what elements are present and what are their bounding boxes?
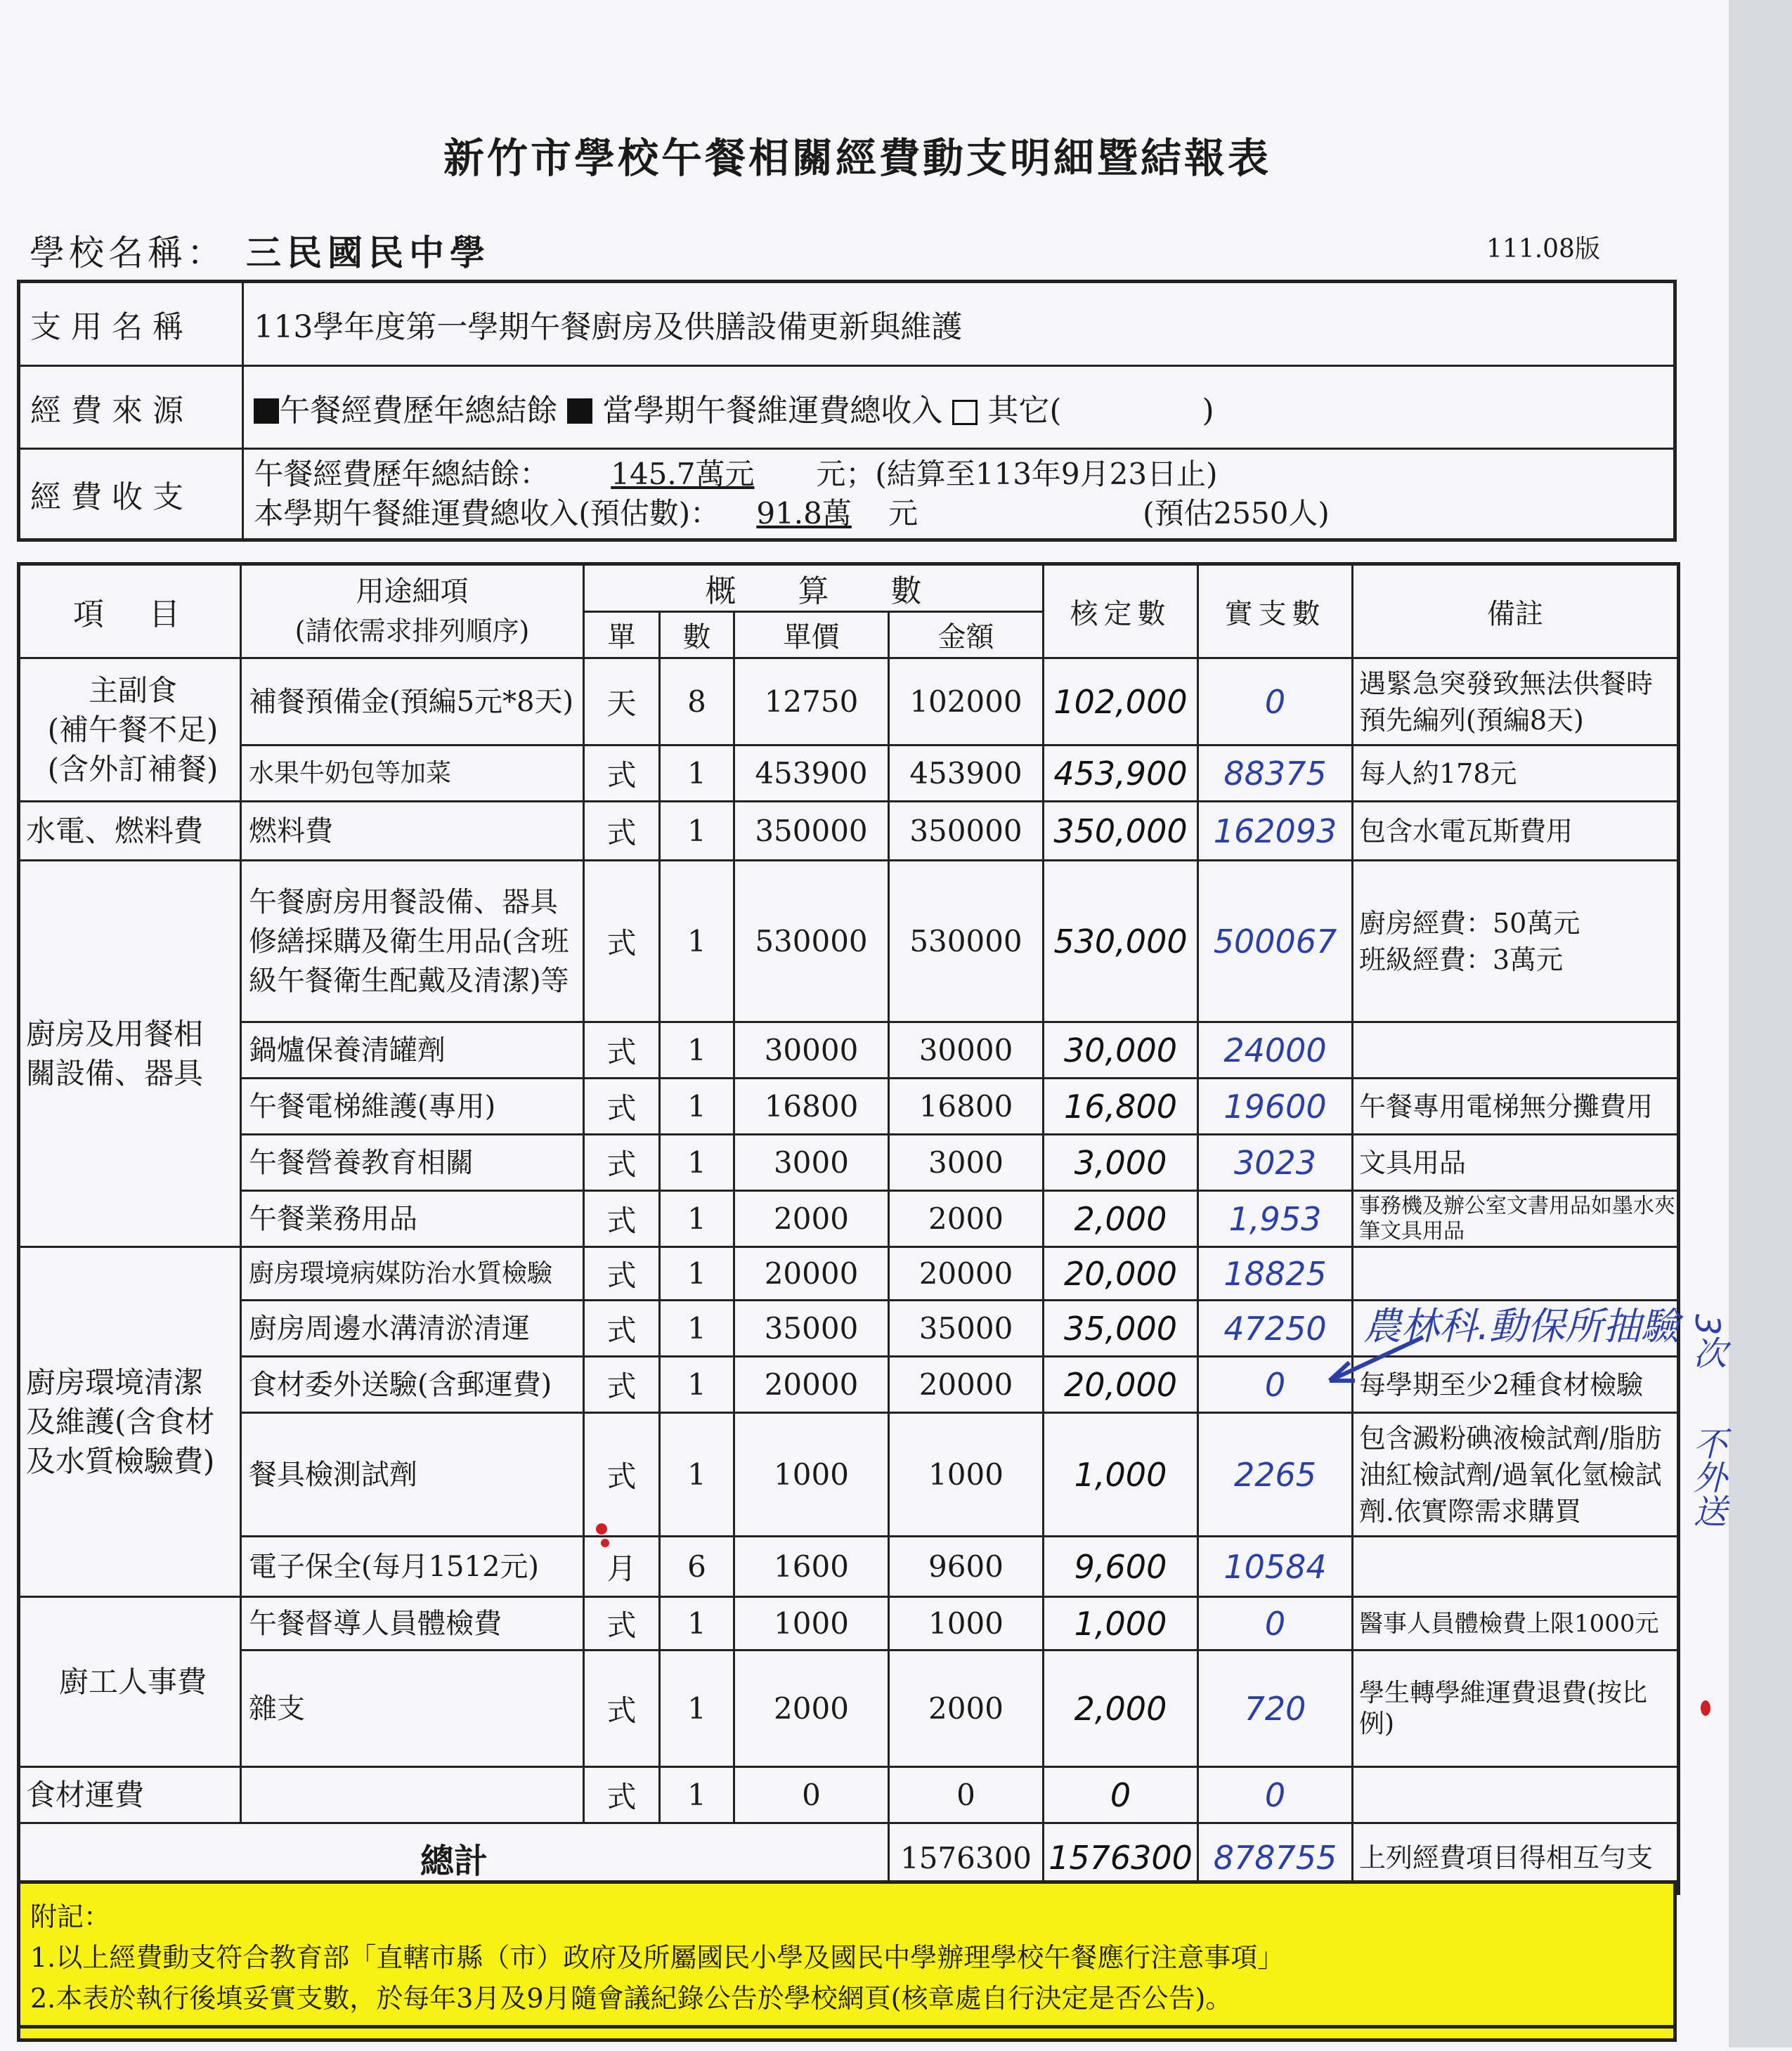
income-line2-post: 元 (888, 496, 918, 530)
header-remark: 備註 (1353, 564, 1679, 658)
row-actual: 0 (1198, 658, 1353, 745)
table-row (19, 1079, 1679, 1135)
arrow-icon (1321, 1331, 1427, 1388)
income-line1-value: 145.7萬元 (611, 457, 755, 491)
category-clean: 廚房環境清潔 及維護(含食材 及水質檢驗費) (19, 1247, 241, 1597)
row-price: 30000 (734, 1022, 889, 1079)
row-remark: 文具用品 (1353, 1135, 1679, 1191)
row-unit: 式 (584, 1413, 660, 1537)
row-approved: 1,000 (1044, 1413, 1198, 1537)
row-qty: 1 (660, 861, 734, 1022)
row-price: 16800 (734, 1079, 889, 1135)
table-row (19, 802, 1679, 861)
header-budget: 概 算 數 (584, 564, 1044, 612)
row-price: 350000 (734, 802, 889, 861)
checkbox-checked (567, 398, 592, 424)
row-detail: 午餐廚房用餐設備、器具修繕採購及衛生用品(含班級午餐衛生配戴及清潔)等 (241, 861, 584, 1022)
row-detail: 午餐電梯維護(專用) (241, 1079, 584, 1135)
row-qty: 1 (660, 802, 734, 861)
row-price: 1600 (734, 1537, 889, 1597)
row-approved: 35,000 (1044, 1301, 1198, 1357)
income-line2-value: 91.8萬 (756, 496, 852, 530)
header-detail-sub: (請依需求排列順序) (294, 616, 530, 646)
income-value (243, 449, 1675, 540)
header-detail-title: 用途細項 (356, 575, 469, 608)
table-row (19, 1597, 1679, 1650)
handwritten-note-line2: 3次 (1687, 1314, 1727, 1369)
row-detail: 燃料費 (241, 802, 584, 861)
table-row (19, 1191, 1679, 1247)
table-row (19, 1247, 1679, 1301)
row-actual: 88375 (1198, 745, 1353, 802)
row-remark: 醫事人員體檢費上限1000元 (1353, 1597, 1679, 1650)
row-price: 1000 (734, 1597, 889, 1650)
row-remark: 每學期至少2種食材檢驗 (1353, 1357, 1679, 1413)
row-remark (1353, 1022, 1679, 1079)
table-row (19, 1413, 1679, 1537)
scan-edge (1729, 0, 1792, 2047)
income-line2-label: 本學期午餐維運費總收入(預估數)： (254, 496, 720, 530)
header-approved: 核定數 (1044, 564, 1198, 658)
row-amount: 9600 (889, 1537, 1044, 1597)
row-price: 0 (734, 1767, 889, 1823)
row-actual: 10584 (1198, 1537, 1353, 1597)
row-actual: 500067 (1198, 861, 1353, 1022)
school-name: 三民國民中學 (246, 232, 491, 273)
row-approved: 9,600 (1044, 1537, 1198, 1597)
row-detail: 廚房周邊水溝清淤清運 (241, 1301, 584, 1357)
table-row (19, 1767, 1679, 1823)
row-price: 20000 (734, 1247, 889, 1301)
row-unit: 式 (584, 1357, 660, 1413)
row-actual: 3023 (1198, 1135, 1353, 1191)
source-options (243, 366, 1675, 449)
table-row (19, 1357, 1679, 1413)
table-row (19, 1135, 1679, 1191)
row-unit: 式 (584, 1767, 660, 1823)
header-actual: 實支數 (1198, 564, 1353, 658)
row-remark: 包含澱粉碘液檢試劑/脂肪油紅檢試劑/過氧化氫檢試劑.依實際需求購買 (1353, 1413, 1679, 1537)
row-price: 2000 (734, 1650, 889, 1767)
header-detail (241, 564, 584, 658)
row-qty: 1 (660, 1650, 734, 1767)
row-approved: 16,800 (1044, 1079, 1198, 1135)
note-1: 1.以上經費動支符合教育部「直轄市縣（市）政府及所屬國民小學及國民中學辦理學校午餐應行注意事項」 (30, 1942, 1285, 1973)
note-2: 2.本表於執行後填妥實支數，於每年3月及9月隨會議紀錄公告於學校網頁(核章處自行決定是否公告)。 (30, 1983, 1233, 2014)
row-unit: 式 (584, 802, 660, 861)
red-ink-mark (601, 1539, 609, 1547)
row-price: 3000 (734, 1135, 889, 1191)
category-utility: 水電、燃料費 (19, 802, 241, 861)
row-amount: 20000 (889, 1357, 1044, 1413)
row-amount: 102000 (889, 658, 1044, 745)
category-transport: 食材運費 (19, 1767, 241, 1823)
income-line2-note: (預估2550人) (1143, 496, 1330, 530)
row-qty: 1 (660, 1247, 734, 1301)
source-opt3: 其它( (987, 392, 1062, 429)
row-qty: 1 (660, 745, 734, 802)
row-detail: 餐具檢測試劑 (241, 1413, 584, 1537)
table-row (19, 1022, 1679, 1079)
row-actual: 0 (1198, 1357, 1353, 1413)
source-label: 經費來源 (19, 366, 243, 449)
row-amount: 350000 (889, 802, 1044, 861)
row-remark: 午餐專用電梯無分攤費用 (1353, 1079, 1679, 1135)
row-approved: 2,000 (1044, 1191, 1198, 1247)
row-remark: 事務機及辦公室文書用品如墨水夾筆文具用品 (1353, 1191, 1679, 1247)
row-actual: 720 (1198, 1650, 1353, 1767)
row-detail: 雜支 (241, 1650, 584, 1767)
total-actual: 878755 (1198, 1823, 1353, 1894)
category-labor: 廚工人事費 (19, 1597, 241, 1767)
row-actual: 19600 (1198, 1079, 1353, 1135)
row-approved: 3,000 (1044, 1135, 1198, 1191)
row-approved: 530,000 (1044, 861, 1198, 1022)
row-unit: 式 (584, 1191, 660, 1247)
school-label: 學校名稱： (30, 233, 226, 273)
row-unit: 式 (584, 745, 660, 802)
row-qty: 1 (660, 1135, 734, 1191)
row-price: 35000 (734, 1301, 889, 1357)
row-approved: 20,000 (1044, 1247, 1198, 1301)
source-opt1: 午餐經費歷年總結餘 (279, 392, 558, 429)
row-actual: 0 (1198, 1767, 1353, 1823)
row-amount: 35000 (889, 1301, 1044, 1357)
row-amount: 3000 (889, 1135, 1044, 1191)
row-approved: 1,000 (1044, 1597, 1198, 1650)
row-remark (1353, 1537, 1679, 1597)
row-remark: 包含水電瓦斯費用 (1353, 802, 1679, 861)
row-qty: 1 (660, 1413, 734, 1537)
notes-heading: 附記： (30, 1901, 111, 1932)
row-unit: 式 (584, 1079, 660, 1135)
row-unit: 式 (584, 861, 660, 1022)
usage-value: 113學年度第一學期午餐廚房及供膳設備更新與維護 (243, 282, 1675, 366)
notes-panel (17, 1880, 1677, 2042)
row-remark (1353, 1247, 1679, 1301)
row-price: 2000 (734, 1191, 889, 1247)
row-qty: 1 (660, 1022, 734, 1079)
checkbox-checked (254, 398, 279, 424)
row-detail: 補餐預備金(預編5元*8天) (241, 658, 584, 745)
total-label: 總計 (19, 1823, 889, 1894)
row-amount: 30000 (889, 1022, 1044, 1079)
row-actual: 47250 (1198, 1301, 1353, 1357)
table-row (19, 861, 1679, 1022)
table-row (19, 1650, 1679, 1767)
row-qty: 1 (660, 1191, 734, 1247)
row-amount: 2000 (889, 1191, 1044, 1247)
expense-table (17, 562, 1680, 1895)
header-item: 項 目 (19, 564, 241, 658)
source-opt3-end: ) (1202, 392, 1214, 429)
category-staple: 主副食 (補午餐不足) (含外訂補餐) (19, 658, 241, 802)
signature-strip (17, 2025, 1677, 2051)
row-unit: 月 (584, 1537, 660, 1597)
row-amount: 1000 (889, 1413, 1044, 1537)
table-row (19, 1537, 1679, 1597)
checkbox-unchecked (952, 400, 978, 425)
income-line1-post: 元；(結算至113年9月23日止) (816, 457, 1218, 491)
row-qty: 1 (660, 1767, 734, 1823)
row-amount: 16800 (889, 1079, 1044, 1135)
version-label: 111.08版 (1486, 235, 1600, 263)
school-line (30, 225, 491, 275)
row-actual: 0 (1198, 1597, 1353, 1650)
income-label: 經費收支 (19, 449, 243, 540)
row-approved: 0 (1044, 1767, 1198, 1823)
row-remark: 學生轉學維運費退費(按比例) (1353, 1650, 1679, 1767)
total-amount: 1576300 (889, 1823, 1044, 1894)
row-actual: 162093 (1198, 802, 1353, 861)
red-ink-mark (1701, 1700, 1710, 1716)
income-line1-label: 午餐經費歷年總結餘： (254, 457, 550, 491)
row-amount: 20000 (889, 1247, 1044, 1301)
row-detail: 廚房環境病媒防治水質檢驗 (241, 1247, 584, 1301)
row-detail: 食材委外送驗(含郵運費) (241, 1357, 584, 1413)
row-detail: 電子保全(每月1512元) (241, 1537, 584, 1597)
row-unit: 式 (584, 1597, 660, 1650)
row-price: 20000 (734, 1357, 889, 1413)
row-approved: 20,000 (1044, 1357, 1198, 1413)
row-amount: 1000 (889, 1597, 1044, 1650)
header-unit: 單 (584, 612, 660, 658)
table-row (19, 745, 1679, 802)
row-actual: 18825 (1198, 1247, 1353, 1301)
row-unit: 式 (584, 1135, 660, 1191)
row-detail: 水果牛奶包等加菜 (241, 745, 584, 802)
row-amount: 0 (889, 1767, 1044, 1823)
row-unit: 式 (584, 1022, 660, 1079)
row-qty: 8 (660, 658, 734, 745)
red-ink-mark (596, 1523, 607, 1535)
source-opt2: 當學期午餐維運費總收入 (602, 392, 943, 429)
row-actual: 24000 (1198, 1022, 1353, 1079)
table-row (19, 658, 1679, 745)
row-detail: 鍋爐保養清罐劑 (241, 1022, 584, 1079)
row-qty: 1 (660, 1597, 734, 1650)
total-approved: 1576300 (1044, 1823, 1198, 1894)
row-unit: 式 (584, 1247, 660, 1301)
row-price: 1000 (734, 1413, 889, 1537)
row-qty: 6 (660, 1537, 734, 1597)
row-qty: 1 (660, 1301, 734, 1357)
row-price: 530000 (734, 861, 889, 1022)
row-amount: 530000 (889, 861, 1044, 1022)
header-amount: 金額 (889, 612, 1044, 658)
row-actual: 1,953 (1198, 1191, 1353, 1247)
handwritten-note-line3: 不外送 (1687, 1426, 1727, 1528)
row-remark: 廚房經費：50萬元 班級經費：3萬元 (1353, 861, 1679, 1022)
row-approved: 30,000 (1044, 1022, 1198, 1079)
row-amount: 453900 (889, 745, 1044, 802)
row-approved: 350,000 (1044, 802, 1198, 861)
row-remark: 每人約178元 (1353, 745, 1679, 802)
row-price: 453900 (734, 745, 889, 802)
total-remark: 上列經費項目得相互勻支 (1353, 1823, 1679, 1894)
row-approved: 2,000 (1044, 1650, 1198, 1767)
info-table (17, 280, 1677, 542)
row-price: 12750 (734, 658, 889, 745)
row-amount: 2000 (889, 1650, 1044, 1767)
row-qty: 1 (660, 1079, 734, 1135)
header-price: 單價 (734, 612, 889, 658)
row-detail (241, 1767, 584, 1823)
row-unit: 式 (584, 1301, 660, 1357)
row-unit: 天 (584, 658, 660, 745)
handwritten-note-line1: 農林科.動保所抽驗 (1363, 1304, 1680, 1348)
header-qty: 數 (660, 612, 734, 658)
usage-label: 支用名稱 (19, 282, 243, 366)
page-title: 新竹市學校午餐相關經費動支明細暨結報表 (443, 134, 1271, 182)
row-qty: 1 (660, 1357, 734, 1413)
row-actual: 2265 (1198, 1413, 1353, 1537)
row-detail: 午餐業務用品 (241, 1191, 584, 1247)
row-approved: 102,000 (1044, 658, 1198, 745)
row-unit: 式 (584, 1650, 660, 1767)
row-remark: 遇緊急突發致無法供餐時預先編列(預編8天) (1353, 658, 1679, 745)
row-approved: 453,900 (1044, 745, 1198, 802)
row-remark (1353, 1767, 1679, 1823)
row-detail: 午餐營養教育相關 (241, 1135, 584, 1191)
category-kitchen: 廚房及用餐相 關設備、器具 (19, 861, 241, 1247)
row-detail: 午餐督導人員體檢費 (241, 1597, 584, 1650)
